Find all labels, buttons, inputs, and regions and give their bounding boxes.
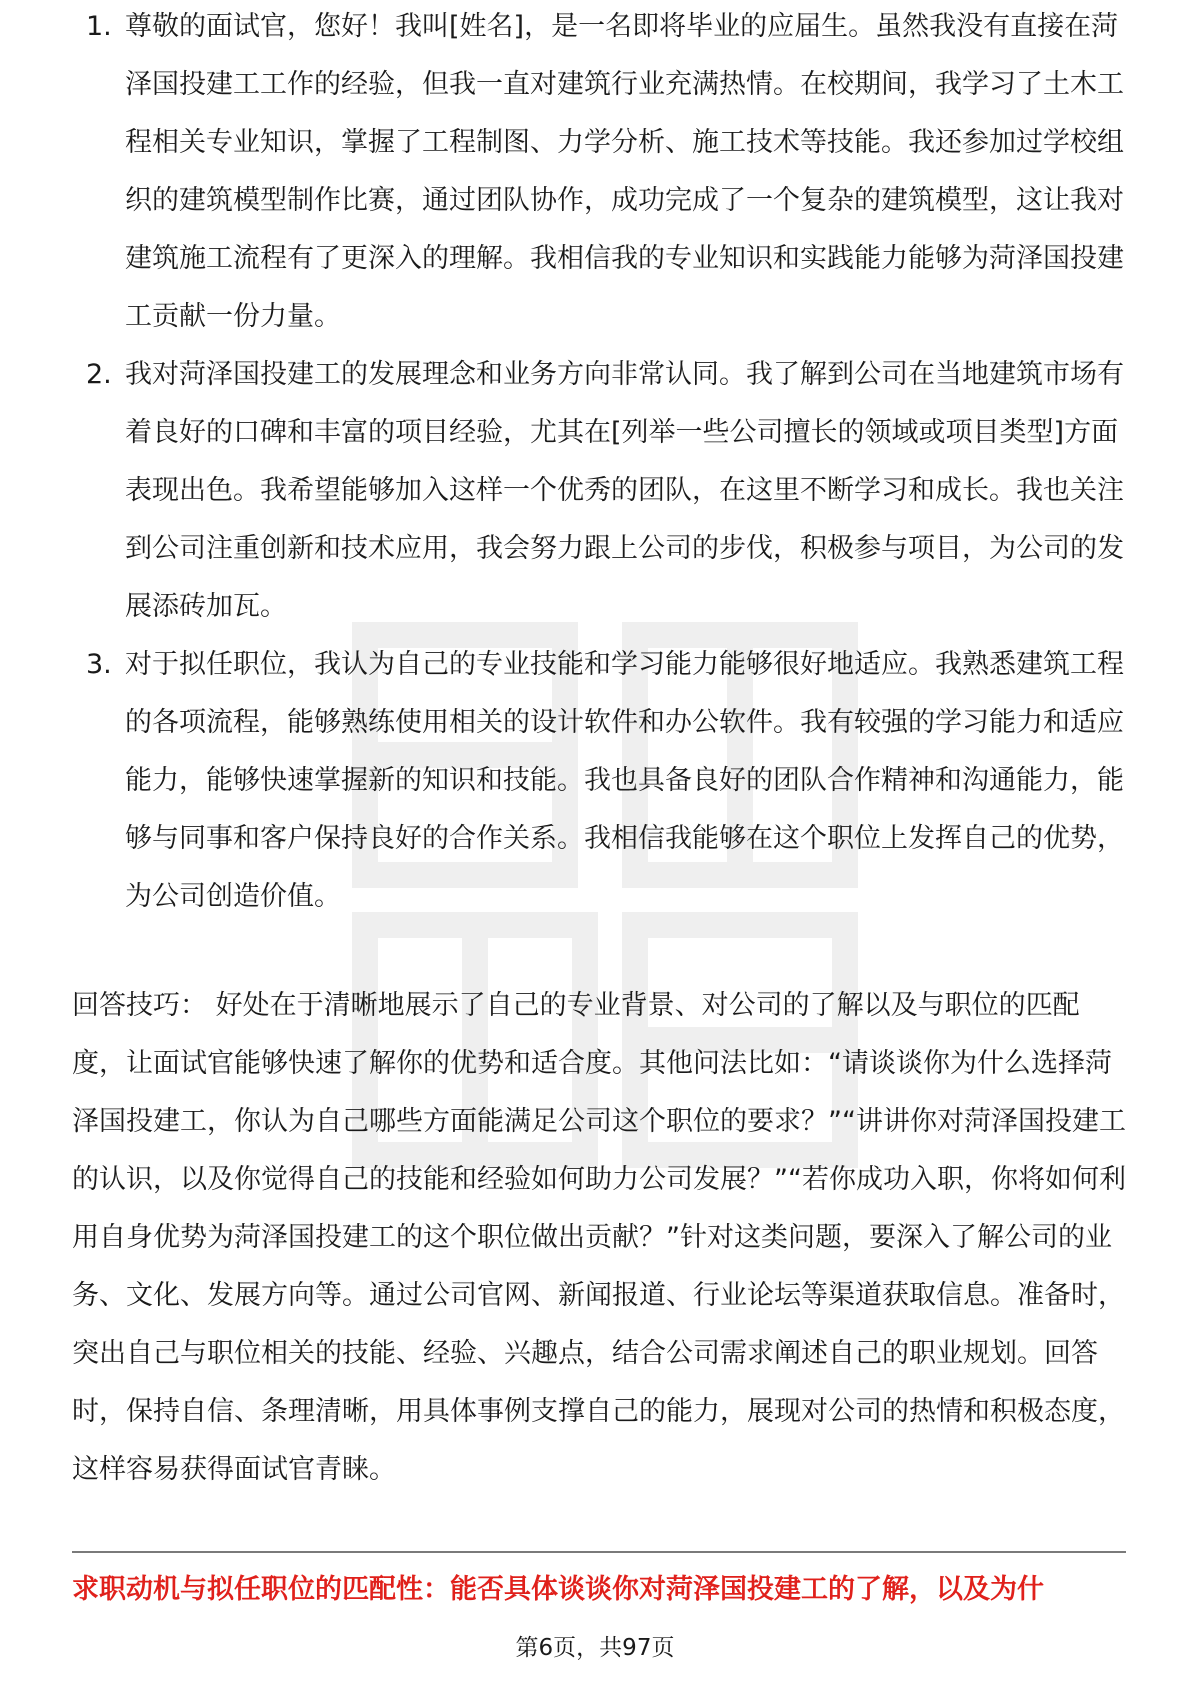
answer-tips (72, 977, 1132, 1499)
section-divider (72, 1551, 1126, 1553)
list-item-number: 2. (86, 359, 112, 390)
list-item-text: 尊敬的面试官，您好！我叫[姓名]，是一名即将毕业的应届生。虽然我没有直接在菏泽国投建工工作的经验，但我一直对建筑行业充满热情。在校期间，我学习了土木工程相关专业知识，掌握了工程制图、力学分析、施工技术等技能。我还参加过学校组织的建筑模型制作比赛，通过团队协作，成功完成了一个复杂的建筑模型，这让我对建筑施工流程有了更深入的理解。我相信我的专业知识和实践能力能够为菏泽国投建工贡献一份力量。 (125, 11, 1124, 332)
tips-label: 回答技巧： (72, 990, 207, 1021)
list-item-number: 3. (86, 649, 112, 680)
list-item-text: 我对菏泽国投建工的发展理念和业务方向非常认同。我了解到公司在当地建筑市场有着良好的口碑和丰富的项目经验，尤其在[列举一些公司擅长的领域或项目类型]方面表现出色。我希望能够加入这样一个优秀的团队，在这里不断学习和成长。我也关注到公司注重创新和技术应用，我会努力跟上公司的步伐，积极参与项目，为公司的发展添砖加瓦。 (125, 359, 1124, 622)
tips-text: 好处在于清晰地展示了自己的专业背景、对公司的了解以及与职位的匹配度，让面试官能够快速了解你的优势和适合度。其他问法比如：“请谈谈你为什么选择菏泽国投建工，你认为自己哪些方面能满足公司这个职位的要求？”“讲讲你对菏泽国投建工的认识，以及你觉得自己的技能和经验如何助力公司发展？”“若你成功入职，你将如何利用自身优势为菏泽国投建工的这个职位做出贡献？”针对这类问题，要深入了解公司的业务、文化、发展方向等。通过公司官网、新闻报道、行业论坛等渠道获取信息。准备时，突出自己与职位相关的技能、经验、兴趣点，结合公司需求阐述自己的职业规划。回答时，保持自信、条理清晰，用具体事例支撑自己的能力，展现对公司的热情和积极态度，这样容易获得面试官青睐。 (72, 990, 1126, 1485)
list-item (86, 346, 1126, 636)
list-item-text: 对于拟任职位，我认为自己的专业技能和学习能力能够很好地适应。我熟悉建筑工程的各项流程，能够熟练使用相关的设计软件和办公软件。我有较强的学习能力和适应能力，能够快速掌握新的知识和技能。我也具备良好的团队合作精神和沟通能力，能够与同事和客户保持良好的合作关系。我相信我能够在这个职位上发挥自己的优势，为公司创造价值。 (125, 649, 1124, 912)
answer-list (86, 11, 1126, 926)
list-item (86, 636, 1126, 926)
page-footer: 第6页，共97页 (515, 1635, 675, 1661)
list-item (86, 0, 1126, 346)
list-item-number: 1. (86, 11, 112, 42)
next-question-heading: 求职动机与拟任职位的匹配性：能否具体谈谈你对菏泽国投建工的了解，以及为什 (72, 1574, 1044, 1605)
